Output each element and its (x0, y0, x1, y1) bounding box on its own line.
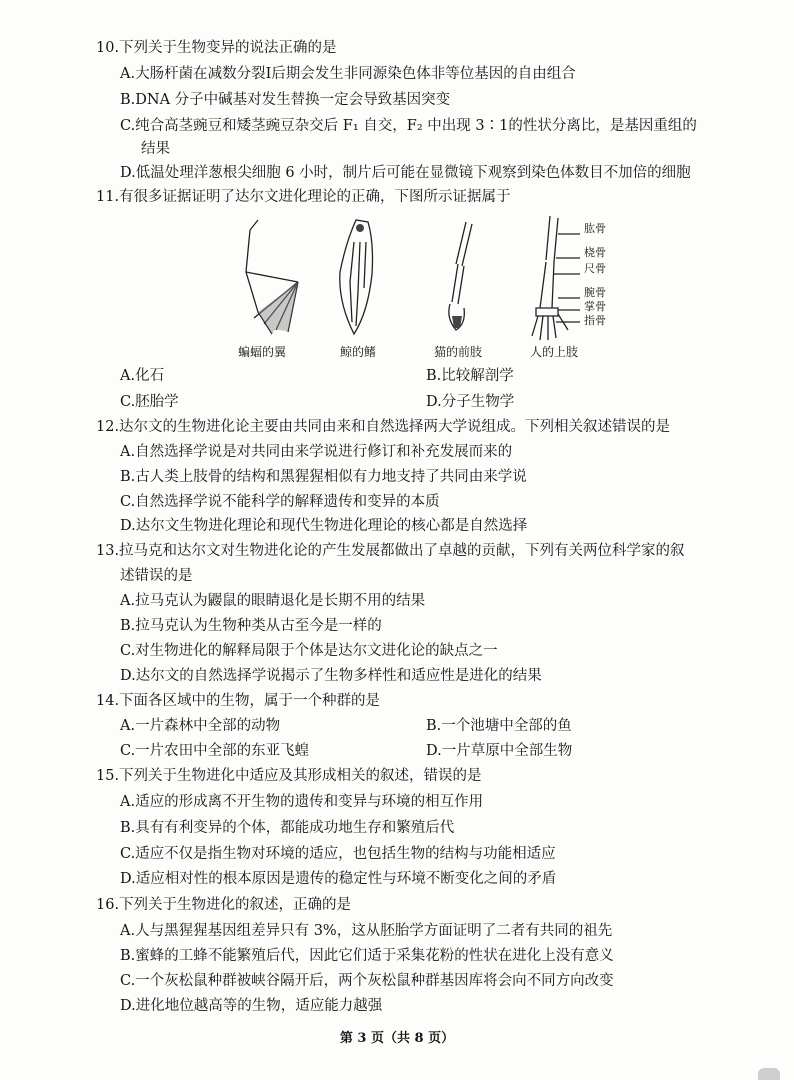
q14-option-d: D.一片草原中全部生物 (426, 743, 573, 759)
q13-stem: 13.拉马克和达尔文对生物进化论的产生发展都做出了卓越的贡献，下列有关两位科学家的叙 (96, 543, 685, 559)
q14-option-b: B.一个池塘中全部的鱼 (426, 718, 572, 734)
q13-option-a: A.拉马克认为鼹鼠的眼睛退化是长期不用的结果 (120, 593, 426, 609)
q16-option-c: C.一个灰松鼠种群被峡谷隔开后，两个灰松鼠种群基因库将会向不同方向改变 (120, 973, 614, 989)
q11-stem: 11.有很多证据证明了达尔文进化理论的正确，下图所示证据属于 (96, 189, 511, 205)
cat-foreleg-drawing (449, 222, 472, 330)
q10-option-c: C.纯合高茎豌豆和矮茎豌豆杂交后 F₁ 自交，F₂ 中出现 3∶1的性状分离比，是基因重组的 (120, 118, 697, 134)
whale-flipper-drawing (340, 220, 373, 334)
page-footer: 第 3 页（共 8 页） (339, 1031, 455, 1046)
q13-option-c: C.对生物进化的解释局限于个体是达尔文进化论的缺点之一 (120, 643, 498, 659)
q11-option-a: A.化石 (120, 368, 165, 384)
caption-human-arm: 人的上肢 (530, 345, 579, 359)
q15-option-a: A.适应的形成离不开生物的遗传和变异与环境的相互作用 (120, 794, 484, 810)
q13-stem-cont: 述错误的是 (120, 568, 193, 584)
caption-bat-wing: 蝙蝠的翼 (238, 345, 287, 359)
q16-option-d: D.进化地位越高等的生物，适应能力越强 (120, 998, 383, 1014)
q11-option-d: D.分子生物学 (426, 394, 515, 410)
q13-option-d: D.达尔文的自然选择学说揭示了生物多样性和适应性是进化的结果 (120, 668, 542, 684)
q15-option-b: B.具有有利变异的个体，都能成功地生存和繁殖后代 (120, 820, 455, 836)
q12-option-b: B.古人类上肢骨的结构和黑猩猩相似有力地支持了共同由来学说 (120, 469, 527, 485)
human-arm-drawing (532, 216, 580, 340)
label-ulna: 尺骨 (584, 262, 606, 275)
label-phalanges: 指骨 (584, 314, 606, 327)
q10-option-b: B.DNA 分子中碱基对发生替换一定会导致基因突变 (120, 92, 451, 108)
corner-tab (758, 1068, 780, 1080)
homologous-limbs-figure (228, 212, 668, 362)
q12-stem: 12.达尔文的生物进化论主要由共同由来和自然选择两大学说组成。下列相关叙述错误的是 (96, 419, 671, 435)
q11-option-b: B.比较解剖学 (426, 368, 514, 384)
q10-option-a: A.大肠杆菌在减数分裂Ⅰ后期会发生非同源染色体非等位基因的自由组合 (120, 66, 576, 82)
q14-option-a: A.一片森林中全部的动物 (120, 718, 281, 734)
q12-option-c: C.自然选择学说不能科学的解释遗传和变异的本质 (120, 494, 440, 510)
q15-stem: 15.下列关于生物进化中适应及其形成相关的叙述，错误的是 (96, 768, 482, 784)
q14-option-c: C.一片农田中全部的东亚飞蝗 (120, 743, 310, 759)
q10-stem: 10.下列关于生物变异的说法正确的是 (96, 40, 337, 56)
caption-whale-fin: 鲸的鳍 (340, 345, 377, 359)
q13-option-b: B.拉马克认为生物种类从古至今是一样的 (120, 618, 382, 634)
q10-option-c-cont: 结果 (141, 141, 170, 157)
label-carpals: 腕骨 (584, 286, 606, 299)
label-metacarpals: 掌骨 (584, 300, 606, 313)
q16-stem: 16.下列关于生物进化的叙述，正确的是 (96, 897, 352, 913)
q15-option-c: C.适应不仅是指生物对环境的适应，也包括生物的结构与功能相适应 (120, 846, 556, 862)
q16-option-b: B.蜜蜂的工蜂不能繁殖后代，因此它们适于采集花粉的性状在进化上没有意义 (120, 948, 614, 964)
caption-cat-foreleg: 猫的前肢 (434, 345, 483, 359)
q16-option-a: A.人与黑猩猩基因组差异只有 3%，这从胚胎学方面证明了二者有共同的祖先 (120, 923, 613, 939)
label-radius: 桡骨 (584, 246, 606, 259)
bat-wing-drawing (246, 220, 298, 334)
q14-stem: 14.下面各区域中的生物，属于一个种群的是 (96, 693, 381, 709)
q12-option-a: A.自然选择学说是对共同由来学说进行修订和补充发展而来的 (120, 444, 513, 460)
label-humerus: 肱骨 (584, 222, 606, 235)
q10-option-d: D.低温处理洋葱根尖细胞 6 小时，制片后可能在显微镜下观察到染色体数目不加倍的细胞 (120, 165, 691, 181)
q15-option-d: D.适应相对性的根本原因是遗传的稳定性与环境不断变化之间的矛盾 (120, 871, 557, 887)
q12-option-d: D.达尔文生物进化理论和现代生物进化理论的核心都是自然选择 (120, 518, 528, 534)
q11-option-c: C.胚胎学 (120, 394, 179, 410)
